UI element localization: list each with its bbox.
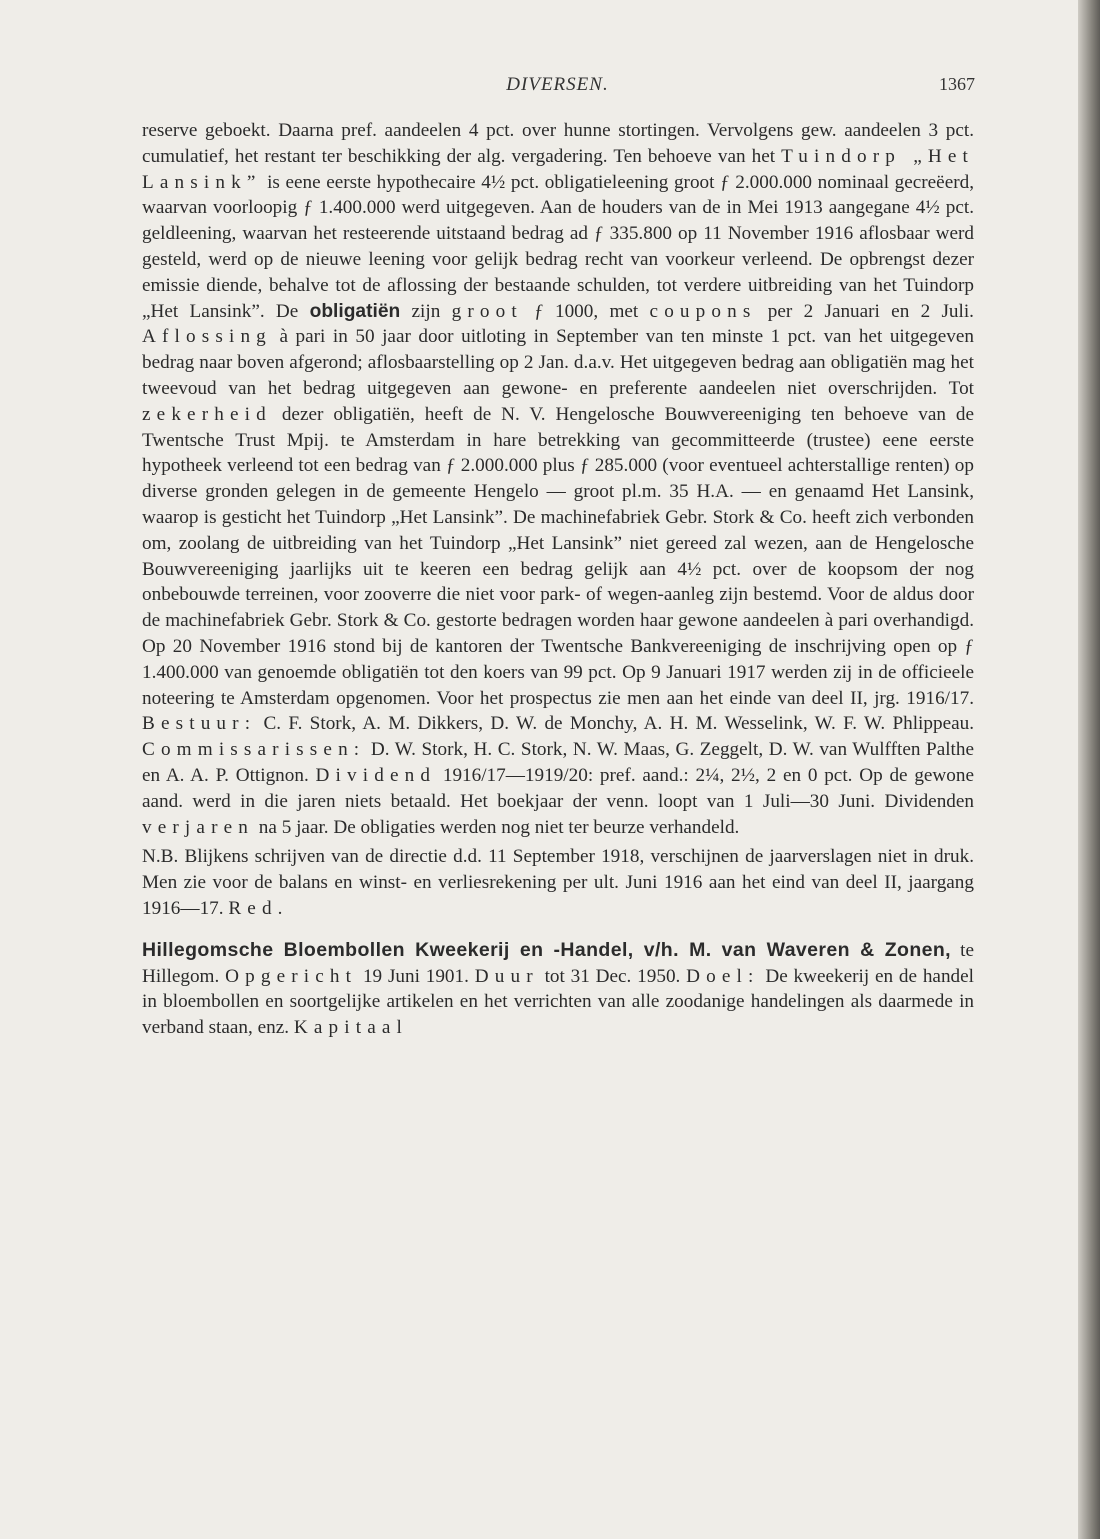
page-body — [142, 118, 974, 1041]
spaced-term: Commissarissen: — [142, 739, 366, 761]
paragraph-nota-bene — [142, 844, 974, 921]
text-run: dezer obligatiën, heeft de N. V. Hengelosche Bouwvereeniging ten behoeve van de Twentsche Trust Mpij. te Amsterdam in hare betrekking van gecommitteerde (trustee) eene eerste hypotheek verleend tot een bedrag van ƒ 2.000.000 plus ƒ 285.000 (voor eventueel achterstallige renten) op diverse gronden gelegen in de gemeente Hengelo — groot pl.m. 35 H.A. — en genaamd Het Lansink, waarop is gesticht het Tuindorp „Het Lansink”. De machinefabriek Gebr. Stork & Co. heeft zich verbonden om, zoolang de uitbreiding van het Tuindorp „Het Lansink” niet gereed zal wezen, aan de Hengelosche Bouwvereeniging jaarlijks uit te keeren een bedrag gelijk aan 4½ pct. over de koopsom der nog onbebouwde terreinen, voor zooverre die niet voor park- of wegen-aanleg zijn bestemd. Voor de aldus door de machinefabriek Gebr. Stork & Co. gestorte bedragen worden haar gewone aandeelen à pari overhandigd. Op 20 November 1916 stond bij de kantoren der Twentsche Bankvereeniging de inschrijving open op ƒ 1.400.000 van genoemde obligatiën tot den koers van 99 pct. Op 9 Januari 1917 werden zij in de officieele noteering te Amsterdam opgenomen. Voor het prospectus zie men aan het einde van deel II, jrg. 1916/17. — [142, 403, 974, 709]
running-title: DIVERSEN. — [506, 74, 609, 95]
company-name: Hillegomsche Bloembollen Kweekerij en -Handel, v/h. M. van Waveren & Zonen, — [142, 938, 951, 961]
text-run: na 5 jaar. De obligaties werden nog niet ter beurze verhandeld. — [254, 816, 740, 838]
section-keyword-obligatien: obligatiën — [309, 300, 401, 322]
text-run: te Hillegom. — [142, 939, 974, 987]
spaced-term: Duur — [474, 965, 539, 987]
paragraph-tuindorp-lansink — [142, 118, 974, 840]
spaced-term: groot — [451, 300, 523, 322]
spaced-term: Kapitaal — [293, 1017, 408, 1039]
text-run: C. F. Stork, A. M. Dikkers, D. W. de Monchy, A. H. M. Wesselink, W. F. W. Phlippeau. — [256, 713, 974, 735]
spaced-term: zekerheid — [142, 403, 272, 425]
spaced-term: Opgericht — [225, 965, 358, 987]
page-header — [140, 74, 975, 104]
page-number: 1367 — [939, 74, 975, 94]
text-run: à pari in 50 jaar door uitloting in September van ten minste 1 pct. van het uitgegeven bedrag naar boven afgerond; aflosbaarstelling op 2 Jan. d.a.v. Het uitgegeven bedrag aan obligatiën mag het tweevoud van het bedrag uitgegeven aan gewone- en preferente aandeelen niet overschrijden. Tot — [142, 326, 974, 399]
spaced-term: Bestuur: — [142, 713, 257, 735]
text-run: per 2 Januari en 2 Juli. — [756, 300, 974, 322]
spaced-term: coupons — [649, 300, 757, 322]
spaced-term: Red. — [228, 897, 289, 919]
text-run: 19 Juni 1901. — [357, 965, 475, 987]
spaced-term: Tuindorp „Het Lansink” — [142, 145, 974, 193]
spaced-term: Aflossing — [142, 326, 272, 348]
book-spine-shadow — [1078, 0, 1100, 1539]
text-run: is eene eerste hypothecaire 4½ pct. obligatieleening groot ƒ 2.000.000 nominaal gecreëerd, waarvan voorloopig ƒ 1.400.000 werd uitgegeven. Aan de houders van de in Mei 1913 aangegane 4½ pct. geldleening, waarvan het resteerende uitstaand bedrag ad ƒ 335.800 op 11 November 1916 aflosbaar werd gesteld, werd op de nieuwe leening voor gelijk bedrag recht van voorkeur verleend. De opbrengst dezer emissie diende, behalve tot de aflossing der bestaande schulden, tot verdere uitbreiding van het Tuindorp „Het Lansink”. De — [142, 171, 974, 322]
text-run: N.B. Blijkens schrijven van de directie d.d. 11 September 1918, verschijnen de jaarverslagen niet in druk. Men zie voor de balans en winst- en verliesrekening per ult. Juni 1916 aan het eind van deel II, jaargang 1916—17. — [142, 846, 974, 919]
text-run: ƒ 1000, met — [522, 300, 650, 322]
text-run: zijn — [400, 300, 452, 322]
spaced-term: Doel: — [686, 965, 760, 987]
text-run: reserve geboekt. Daarna pref. aandeelen 4 pct. over hunne stortingen. Vervolgens gew. aandeelen 3 pct. cumulatief, het restant ter beschikking der alg. vergadering. Ten behoeve van het — [142, 120, 974, 167]
text-run: De kweekerij en de handel in bloembollen en soortgelijke artikelen en het verrichten van alle zoodanige handelingen als daarmede in verband staan, enz. — [142, 965, 974, 1039]
spaced-term: verjaren — [142, 816, 254, 838]
text-run: tot 31 Dec. 1950. — [538, 965, 687, 987]
text-run: 1916/17—1919/20: pref. aand.: 2¼, 2½, 2 en 0 pct. Op de gewone aand. werd in die jaren niets betaald. Het boekjaar der venn. loopt van 1 Juli—30 Juni. Dividenden — [142, 764, 974, 812]
spaced-term: Dividend — [315, 764, 437, 786]
text-run: D. W. Stork, H. C. Stork, N. W. Maas, G. Zeggelt, D. W. van Wulfften Palthe en A. A. P. Ottignon. — [142, 739, 974, 786]
paragraph-hillegomsche — [142, 938, 974, 1041]
